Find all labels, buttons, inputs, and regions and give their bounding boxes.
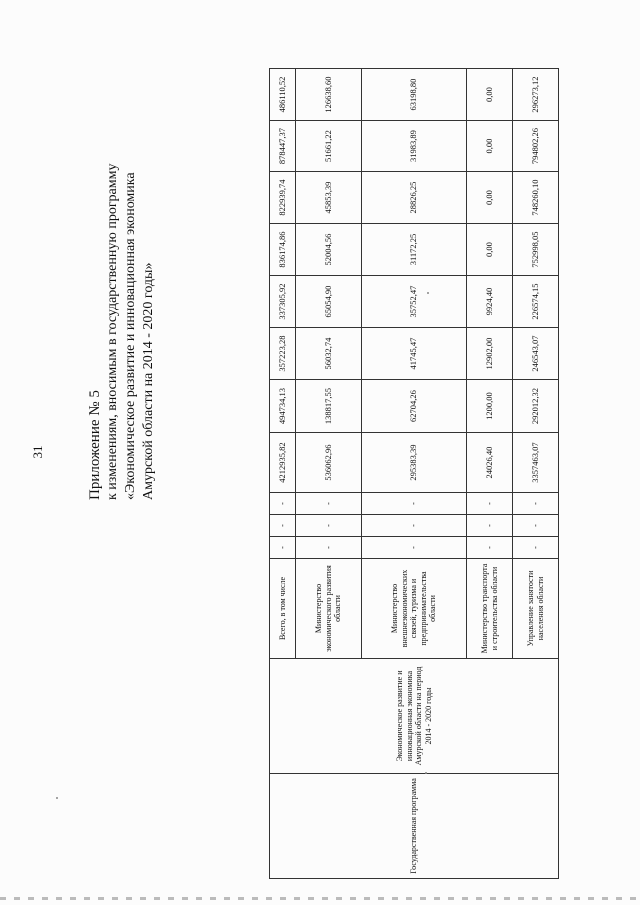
code-cell: - [270, 493, 296, 515]
code-cell: - [296, 493, 362, 515]
program-name-cell: Экономическое развитие и инновационная экономика Амурской области на период 2014 - 2020 годы [270, 659, 559, 774]
code-cell: - [296, 537, 362, 559]
table-row [270, 69, 296, 879]
value-cell: 0,00 [467, 121, 513, 172]
page-number: 31 [30, 445, 45, 459]
value-cell: 1200,00 [467, 380, 513, 433]
value-cell: 9924,40 [467, 276, 513, 328]
code-cell: - [513, 493, 559, 515]
total-cell: 24026,40 [467, 433, 513, 493]
total-cell: 295383,39 [361, 433, 466, 493]
value-cell: 28826,25 [361, 172, 466, 224]
row-label: Всего, в том числе [270, 559, 296, 659]
code-cell: - [361, 493, 466, 515]
code-cell: - [467, 493, 513, 515]
scan-speck [56, 797, 58, 799]
scan-bottom-edge [0, 897, 640, 900]
value-cell: 246543,07 [513, 328, 559, 380]
value-cell: 0,00 [467, 69, 513, 121]
code-cell: - [270, 537, 296, 559]
value-cell: 31172,25 [361, 224, 466, 276]
scan-speck [427, 292, 429, 294]
value-cell: 878447,37 [270, 121, 296, 172]
value-cell: 35752,47 [361, 276, 466, 328]
row-label: Министерство экономического развития области [296, 559, 362, 659]
value-cell: 52004,56 [296, 224, 362, 276]
value-cell: 822939,74 [270, 172, 296, 224]
appendix-title: Приложение № 5 [87, 390, 103, 500]
total-cell: 3357463,07 [513, 433, 559, 493]
code-cell: - [467, 537, 513, 559]
row-label: Управление занятости населения области [513, 559, 559, 659]
code-cell: - [513, 515, 559, 537]
value-cell: 292012,32 [513, 380, 559, 433]
value-cell: 63198,80 [361, 69, 466, 121]
appendix-line-3: Амурской области на 2014 - 2020 годы» [141, 262, 156, 500]
code-cell: - [296, 515, 362, 537]
value-cell: 0,00 [467, 224, 513, 276]
code-cell: - [361, 537, 466, 559]
value-cell: 0,00 [467, 172, 513, 224]
value-cell: 12902,00 [467, 328, 513, 380]
appendix-line-1: к изменениям, вносимым в государственную программу [105, 163, 120, 500]
value-cell: 836174,86 [270, 224, 296, 276]
appendix-header [86, 80, 158, 500]
code-cell: - [270, 515, 296, 537]
value-cell: 357223,28 [270, 328, 296, 380]
value-cell: 752998,05 [513, 224, 559, 276]
value-cell: 41745,47 [361, 328, 466, 380]
row-label: Министерство транспорта и строительства области [467, 559, 513, 659]
row-label: Министерство внешнеэкономических связей, туризма и предпринимательства области [361, 559, 466, 659]
funding-table-wrapper [269, 69, 559, 879]
value-cell: 494734,13 [270, 380, 296, 433]
value-cell: 56032,74 [296, 328, 362, 380]
value-cell: 126638,60 [296, 69, 362, 121]
appendix-line-2: «Экономическое развитие и инновационная экономика [123, 172, 138, 500]
funding-table [269, 68, 559, 879]
value-cell: 62704,26 [361, 380, 466, 433]
code-cell: - [513, 537, 559, 559]
value-cell: 748260,10 [513, 172, 559, 224]
scan-speck [425, 772, 427, 774]
value-cell: 486110,52 [270, 69, 296, 121]
value-cell: 65054,90 [296, 276, 362, 328]
value-cell: 296273,12 [513, 69, 559, 121]
code-cell: - [467, 515, 513, 537]
value-cell: 31983,89 [361, 121, 466, 172]
total-cell: 4212935,82 [270, 433, 296, 493]
value-cell: 794802,26 [513, 121, 559, 172]
code-cell: - [361, 515, 466, 537]
value-cell: 138817,55 [296, 380, 362, 433]
value-cell: 51661,22 [296, 121, 362, 172]
program-type-cell: Государственная программа [270, 774, 559, 879]
value-cell: 337305,92 [270, 276, 296, 328]
value-cell: 45853,39 [296, 172, 362, 224]
value-cell: 226574,15 [513, 276, 559, 328]
total-cell: 536062,96 [296, 433, 362, 493]
